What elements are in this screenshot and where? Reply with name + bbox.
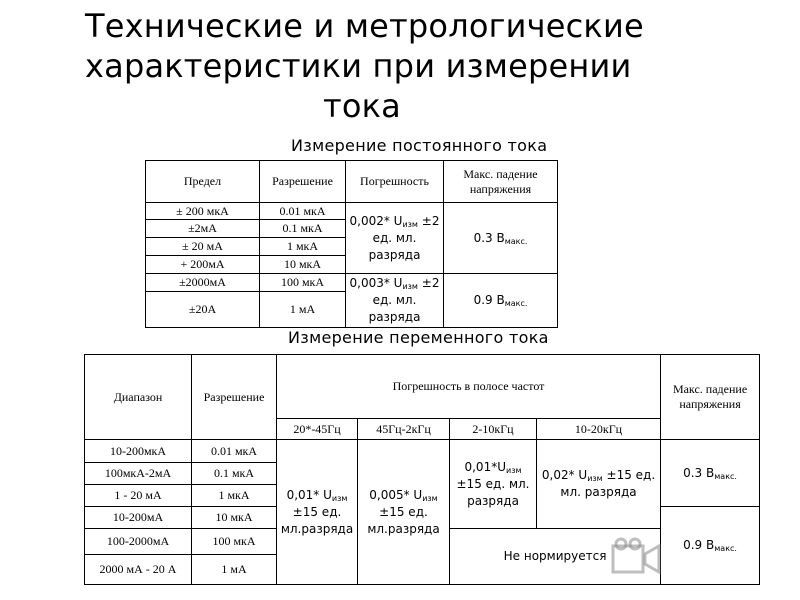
cell-limit: ±2000мА bbox=[146, 274, 260, 292]
cell-band3-error: $0,01*U_{изм}$ ±15 ед. мл. разряда bbox=[450, 440, 537, 529]
cell-not-normalized: Не нормируется bbox=[450, 529, 661, 585]
cell-band2-error: 0,005* $U_{изм}$ ±15 ед. мл.разряда bbox=[358, 440, 450, 585]
cell-resolution: 0.1 мкА bbox=[260, 220, 346, 238]
cell-range: 100мкА-2мА bbox=[85, 463, 192, 485]
cell-drop2: 0.9 $В_{макс.}$ bbox=[661, 507, 760, 585]
cell-limit: ± 20 мА bbox=[146, 238, 260, 256]
header-error-band: Погрешность в полосе частот bbox=[277, 355, 661, 419]
cell-drop-group2: 0.9 $В_{макс.}$ bbox=[444, 274, 558, 328]
cell-band1-error: 0,01* $U_{изм}$ ±15 ед. мл.разряда bbox=[277, 440, 358, 585]
band-header: 45Гц-2кГц bbox=[358, 419, 450, 440]
header-limit: Предел bbox=[146, 161, 260, 203]
table-row bbox=[85, 440, 760, 463]
cell-range: 2000 мА - 20 А bbox=[85, 555, 192, 585]
film-reel-watermark-icon bbox=[609, 536, 663, 576]
cell-limit: ±20А bbox=[146, 292, 260, 328]
table-row bbox=[146, 203, 558, 220]
page-title bbox=[85, 6, 705, 126]
cell-resolution: 0.01 мкА bbox=[192, 440, 277, 463]
band-header: 20*-45Гц bbox=[277, 419, 358, 440]
dc-section-heading: Измерение постоянного тока bbox=[291, 136, 548, 155]
cell-limit: + 200мА bbox=[146, 256, 260, 274]
cell-limit: ± 200 мкА bbox=[146, 203, 260, 220]
cell-resolution: 0.01 мкА bbox=[260, 203, 346, 220]
dc-current-table bbox=[145, 160, 558, 328]
table-header-row bbox=[146, 161, 558, 203]
cell-resolution: 100 мкА bbox=[260, 274, 346, 292]
cell-range: 10-200мА bbox=[85, 507, 192, 529]
header-range: Диапазон bbox=[85, 355, 192, 440]
cell-resolution: 100 мкА bbox=[192, 529, 277, 555]
band-header: 2-10кГц bbox=[450, 419, 537, 440]
ac-section-heading: Измерение переменного тока bbox=[288, 328, 549, 347]
table-header-row bbox=[85, 355, 760, 419]
cell-error-group1: 0,002* $U_{изм} \pm 2$ ед. мл. разряда bbox=[346, 203, 444, 274]
cell-resolution: 1 мА bbox=[260, 292, 346, 328]
cell-limit: ±2мА bbox=[146, 220, 260, 238]
header-error: Погрешность bbox=[346, 161, 444, 203]
cell-range: 10-200мкА bbox=[85, 440, 192, 463]
cell-resolution: 1 мкА bbox=[192, 485, 277, 507]
cell-resolution: 0.1 мкА bbox=[192, 463, 277, 485]
header-resolution: Разрешение bbox=[260, 161, 346, 203]
cell-range: 1 - 20 мА bbox=[85, 485, 192, 507]
cell-resolution: 10 мкА bbox=[260, 256, 346, 274]
cell-resolution: 10 мкА bbox=[192, 507, 277, 529]
header-resolution: Разрешение bbox=[192, 355, 277, 440]
table-row bbox=[146, 274, 558, 292]
cell-drop-group1: 0.3 $В_{макс.}$ bbox=[444, 203, 558, 274]
cell-drop1: 0.3 $В_{макс.}$ bbox=[661, 440, 760, 507]
title-line-1: Технические и метрологические bbox=[85, 7, 644, 45]
header-voltage-drop: Макс. падение напряжения bbox=[661, 355, 760, 440]
cell-band4-error: 0,02* $U_{изм} \pm 15$ ед. мл. разряда bbox=[537, 440, 661, 529]
band-header: 10-20кГц bbox=[537, 419, 661, 440]
header-voltage-drop: Макс. падение напряжения bbox=[444, 161, 558, 203]
title-line-3: тока bbox=[323, 87, 401, 125]
title-line-2: характеристики при измерении bbox=[85, 47, 632, 85]
cell-error-group2: 0,003* $U_{изм} \pm 2$ ед. мл. разряда bbox=[346, 274, 444, 328]
cell-resolution: 1 мА bbox=[192, 555, 277, 585]
cell-resolution: 1 мкА bbox=[260, 238, 346, 256]
cell-range: 100-2000мА bbox=[85, 529, 192, 555]
